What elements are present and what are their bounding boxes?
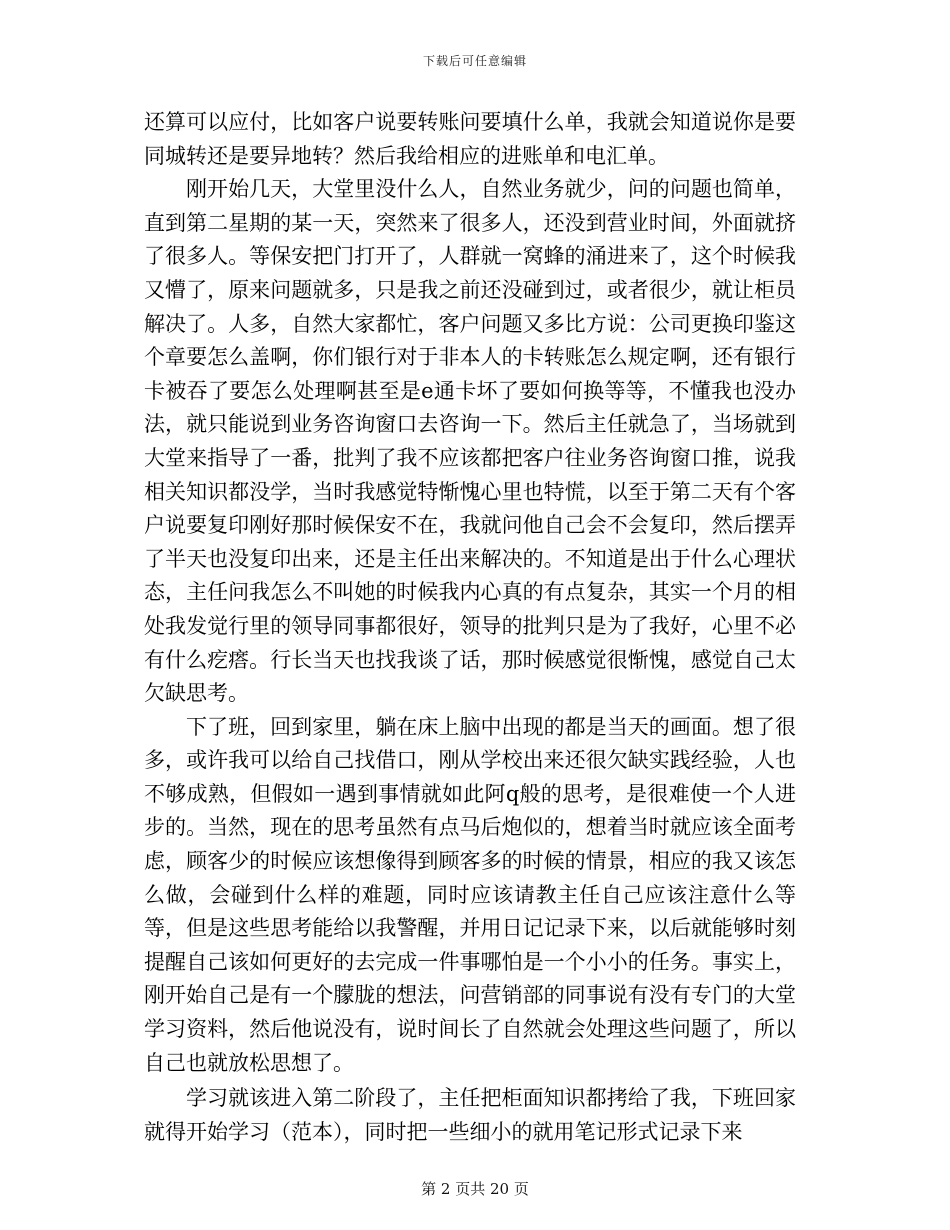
paragraph-1: 还算可以应付，比如客户说要转账问要填什么单，我就会知道说你是要同城转还是要异地转？然后我给相应的进账单和电汇单。 <box>144 110 796 168</box>
paragraph-3: 下了班，回到家里，躺在床上脑中出现的都是当天的画面。想了很多，或许我可以给自己找借口，刚从学校出来还很欠缺实践经验，人也不够成熟，但假如一遇到事情就如此阿q般的思考，是很难使一个人进步的。当然，现在的思考虽然有点马后炮似的，想着当时就应该全面考虑，顾客少的时候应该想像得到顾客多的时候的情景，相应的我又该怎么做，会碰到什么样的难题，同时应该请教主任自己应该注意什么等等，但是这些思考能给以我警醒，并用日记记录下来，以后就能够时刻提醒自己该如何更好的去完成一件事哪怕是一个小小的任务。事实上，刚开始自己是有一个朦胧的想法，问营销部的同事说有没有专门的大堂学习资料，然后他说没有，说时间长了自然就会处理这些问题了，所以自己也就放松思想了。 <box>144 714 796 1075</box>
document-body <box>144 106 796 1149</box>
page-footer: 第 2 页共 20 页 <box>421 1180 529 1198</box>
page-header: 下载后可任意编辑 <box>422 54 527 68</box>
paragraph-2: 刚开始几天，大堂里没什么人，自然业务就少，问的问题也简单，直到第二星期的某一天，突然来了很多人，还没到营业时间，外面就挤了很多人。等保安把门打开了，人群就一窝蜂的涌进来了，这个时候我又懵了，原来问题就多，只是我之前还没碰到过，或者很少，就让柜员解决了。人多，自然大家都忙，客户问题又多比方说：公司更换印鉴这个章要怎么盖啊，你们银行对于非本人的卡转账怎么规定啊，还有银行卡被吞了要怎么处理啊甚至是e通卡坏了要如何换等等，不懂我也没办法，就只能说到业务咨询窗口去咨询一下。然后主任就急了，当场就到大堂来指导了一番，批判了我不应该都把客户往业务咨询窗口推，说我相关知识都没学，当时我感觉特惭愧心里也特慌，以至于第二天有个客户说要复印刚好那时候保安不在，我就问他自己会不会复印，然后摆弄了半天也没复印出来，还是主任出来解决的。不知道是出于什么心理状态，主任问我怎么不叫她的时候我内心真的有点复杂，其实一个月的相处我发觉行里的领导同事都很好，领导的批判只是为了我好，心里不必有什么疙瘩。行长当天也找我谈了话，那时候感觉很惭愧，感觉自己太欠缺思考。 <box>144 177 796 706</box>
paragraph-4: 学习就该进入第二阶段了，主任把柜面知识都拷给了我，下班回家就得开始学习（范本），同时把一些细小的就用笔记形式记录下来 <box>144 1086 796 1144</box>
